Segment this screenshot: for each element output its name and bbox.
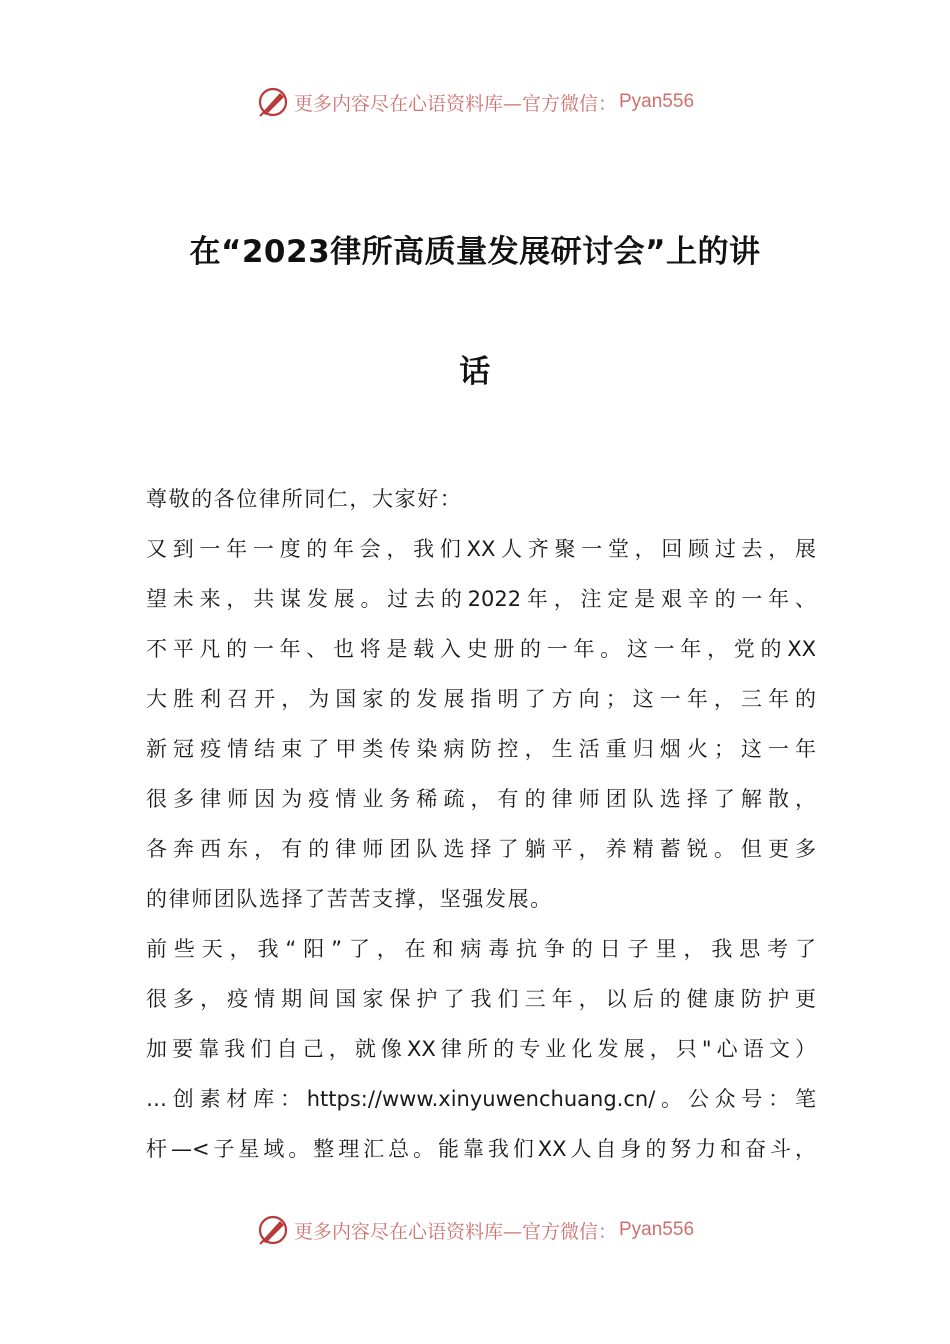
body-line: 的律师团队选择了苦苦支撑，坚强发展。: [146, 887, 553, 911]
document-title-line-1: 在“2023律所高质量发展研讨会”上的讲: [189, 234, 761, 270]
watermark-handle: Pyan556: [619, 1219, 695, 1240]
watermark-handle: Pyan556: [619, 91, 695, 112]
body-line: 又到一年一度的年会，我们XX人齐聚一堂，回顾过去，展: [146, 537, 816, 561]
body-line: 尊敬的各位律所同仁，大家好：: [146, 487, 463, 511]
body-line: …创素材库：https://www.xinyuwenchuang.cn/。公众号：笔: [146, 1087, 816, 1111]
document-title-line-2: 话: [459, 354, 491, 390]
speech-body: [146, 474, 816, 1174]
body-line: 不平凡的一年、也将是载入史册的一年。这一年，党的XX: [146, 637, 816, 661]
header-watermark: [0, 82, 950, 122]
pen-logo-icon: [256, 1213, 290, 1247]
footer-watermark: [0, 1210, 950, 1250]
body-line: 新冠疫情结束了甲类传染病防控，生活重归烟火；这一年: [146, 737, 816, 761]
watermark-text: 更多内容尽在心语资料库—官方微信：: [293, 1220, 617, 1243]
body-line: 大胜利召开，为国家的发展指明了方向；这一年，三年的: [146, 687, 816, 711]
body-line: 各奔西东，有的律师团队选择了躺平，养精蓄锐。但更多: [146, 837, 816, 861]
body-line: 加要靠我们自己，就像XX律所的专业化发展，只"心语文）: [146, 1037, 816, 1061]
body-line: 很多律师因为疫情业务稀疏，有的律师团队选择了解散，: [146, 787, 816, 811]
pen-logo-icon: [256, 85, 290, 119]
body-line: 前些天，我“阳”了，在和病毒抗争的日子里，我思考了: [146, 937, 816, 961]
body-line: 杆—<子星域。整理汇总。能靠我们XX人自身的努力和奋斗，: [146, 1137, 816, 1161]
watermark-text: 更多内容尽在心语资料库—官方微信：: [293, 92, 617, 115]
body-line: 很多，疫情期间国家保护了我们三年，以后的健康防护更: [146, 987, 816, 1011]
body-line: 望未来，共谋发展。过去的2022年，注定是艰辛的一年、: [146, 587, 816, 611]
